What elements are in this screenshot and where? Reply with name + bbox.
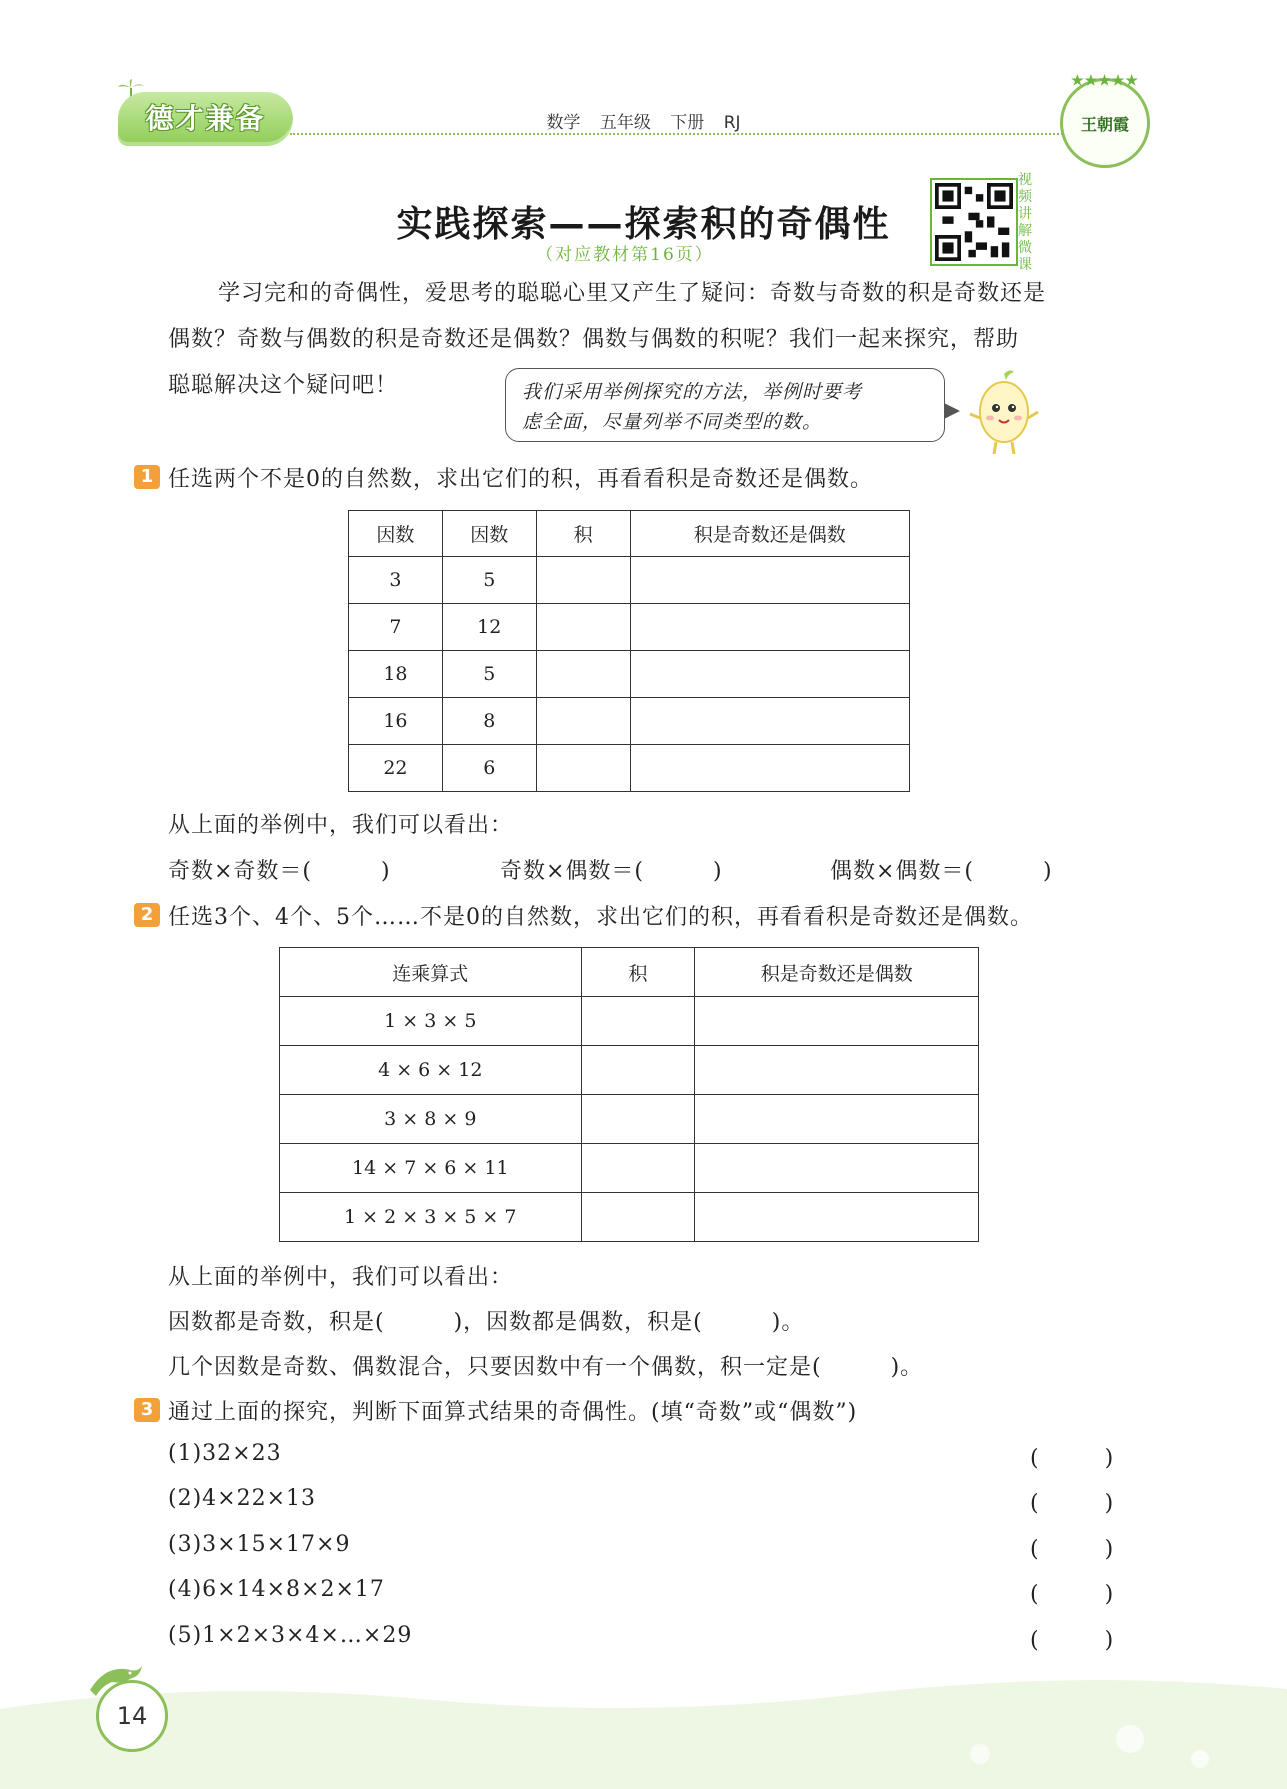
answer-blank[interactable]: ( ) xyxy=(1030,1628,1114,1653)
bubble-line-2: 虑全面，尽量列举不同类型的数。 xyxy=(522,411,823,433)
brand-badge: 德才兼备 xyxy=(118,92,293,146)
expression-cell: 4 × 6 × 12 xyxy=(280,1046,582,1095)
q1-conclusion-even-even[interactable]: 偶数×偶数＝( ) xyxy=(830,859,1053,884)
product-blank[interactable] xyxy=(536,604,630,651)
product-blank[interactable] xyxy=(581,997,695,1046)
q1-conclusion-odd-odd[interactable]: 奇数×奇数＝( ) xyxy=(168,859,391,884)
seal-text: 王朝霞 xyxy=(1080,114,1129,134)
factor-cell: 5 xyxy=(442,651,536,698)
expression-cell: 1 × 3 × 5 xyxy=(280,997,582,1046)
column-header: 积是奇数还是偶数 xyxy=(695,948,979,997)
product-blank[interactable] xyxy=(581,1144,695,1193)
q1-table xyxy=(348,510,910,792)
expression-cell: 3 × 8 × 9 xyxy=(280,1095,582,1144)
product-blank[interactable] xyxy=(581,1193,695,1242)
qr-label: 视频讲解微课 xyxy=(1018,172,1032,273)
question-text: 任选3个、4个、5个……不是0的自然数，求出它们的积，再看看积是奇数还是偶数。 xyxy=(168,905,1033,930)
answer-blank[interactable]: ( ) xyxy=(1030,1537,1114,1562)
header-edition: RJ xyxy=(723,113,741,133)
question-number: 1 xyxy=(134,465,160,489)
factor-cell: 8 xyxy=(442,698,536,745)
table-row xyxy=(280,1144,979,1193)
author-seal xyxy=(1060,73,1150,168)
table-row xyxy=(280,1095,979,1144)
header-divider xyxy=(290,133,1127,135)
question-text: 通过上面的探究，判断下面算式结果的奇偶性。(填“奇数”或“偶数”) xyxy=(168,1400,858,1425)
column-header: 积 xyxy=(581,948,695,997)
table-row xyxy=(280,997,979,1046)
product-blank[interactable] xyxy=(536,698,630,745)
qr-code-icon[interactable] xyxy=(930,178,1018,266)
q3-item: (4)6×14×8×2×17 xyxy=(168,1577,385,1602)
product-blank[interactable] xyxy=(536,651,630,698)
table-header-row xyxy=(349,511,910,557)
parity-blank[interactable] xyxy=(630,698,909,745)
parity-blank[interactable] xyxy=(695,1046,979,1095)
q1-observe: 从上面的举例中，我们可以看出： xyxy=(168,813,514,838)
factor-cell: 12 xyxy=(442,604,536,651)
parity-blank[interactable] xyxy=(695,1095,979,1144)
question-number: 3 xyxy=(134,1398,160,1422)
question-text: 任选两个不是0的自然数，求出它们的积，再看看积是奇数还是偶数。 xyxy=(168,467,873,492)
column-header: 积是奇数还是偶数 xyxy=(630,511,909,557)
parity-blank[interactable] xyxy=(695,1193,979,1242)
table-row xyxy=(280,1046,979,1095)
stars-icon: ★★★★★ xyxy=(1071,73,1139,89)
table-row xyxy=(280,1193,979,1242)
header-subject: 数学 xyxy=(546,113,581,133)
factor-cell: 16 xyxy=(349,698,443,745)
column-header: 积 xyxy=(536,511,630,557)
question-number: 2 xyxy=(134,903,160,927)
product-blank[interactable] xyxy=(536,745,630,792)
mascot-icon xyxy=(968,368,1040,458)
product-blank[interactable] xyxy=(581,1095,695,1144)
bubble-line-1: 我们采用举例探究的方法，举例时要考 xyxy=(522,381,863,403)
intro-line-3: 聪聪解决这个疑问吧！ xyxy=(168,373,399,398)
column-header: 连乘算式 xyxy=(280,948,582,997)
factor-cell: 18 xyxy=(349,651,443,698)
answer-blank[interactable]: ( ) xyxy=(1030,1491,1114,1516)
product-blank[interactable] xyxy=(581,1046,695,1095)
column-header: 因数 xyxy=(349,511,443,557)
parity-blank[interactable] xyxy=(630,651,909,698)
q2-conclusion-1[interactable]: 因数都是奇数，积是( )，因数都是偶数，积是( )。 xyxy=(168,1310,805,1335)
factor-cell: 6 xyxy=(442,745,536,792)
q3-item: (5)1×2×3×4×…×29 xyxy=(168,1623,413,1648)
expression-cell: 1 × 2 × 3 × 5 × 7 xyxy=(280,1193,582,1242)
table-header-row xyxy=(280,948,979,997)
product-blank[interactable] xyxy=(536,557,630,604)
table-row xyxy=(349,604,910,651)
factor-cell: 5 xyxy=(442,557,536,604)
parity-blank[interactable] xyxy=(630,604,909,651)
header-volume: 下册 xyxy=(670,113,705,133)
q1-conclusion-odd-even[interactable]: 奇数×偶数＝( ) xyxy=(500,859,723,884)
factor-cell: 7 xyxy=(349,604,443,651)
header-grade: 五年级 xyxy=(599,113,651,133)
answer-blank[interactable]: ( ) xyxy=(1030,1582,1114,1607)
q3-item: (1)32×23 xyxy=(168,1441,282,1466)
q2-conclusion-2[interactable]: 几个因数是奇数、偶数混合，只要因数中有一个偶数，积一定是( )。 xyxy=(168,1355,924,1380)
footer-decoration xyxy=(0,1669,1287,1789)
q3-item: (2)4×22×13 xyxy=(168,1486,317,1511)
parity-blank[interactable] xyxy=(630,745,909,792)
parity-blank[interactable] xyxy=(695,1144,979,1193)
factor-cell: 3 xyxy=(349,557,443,604)
intro-line-2: 偶数？奇数与偶数的积是奇数还是偶数？偶数与偶数的积呢？我们一起来探究，帮助 xyxy=(168,327,1020,352)
table-row xyxy=(349,557,910,604)
page-subtitle: （对应教材第16页） xyxy=(536,245,714,265)
table-row xyxy=(349,745,910,792)
page-number: 14 xyxy=(96,1680,168,1752)
column-header: 因数 xyxy=(442,511,536,557)
page-title: 实践探索——探索积的奇偶性 xyxy=(396,204,891,245)
parity-blank[interactable] xyxy=(695,997,979,1046)
answer-blank[interactable]: ( ) xyxy=(1030,1446,1114,1471)
table-row xyxy=(349,651,910,698)
table-row xyxy=(349,698,910,745)
expression-cell: 14 × 7 × 6 × 11 xyxy=(280,1144,582,1193)
speech-bubble xyxy=(505,368,945,442)
q3-item: (3)3×15×17×9 xyxy=(168,1532,351,1557)
parity-blank[interactable] xyxy=(630,557,909,604)
intro-line-1: 学习完和的奇偶性，爱思考的聪聪心里又产生了疑问：奇数与奇数的积是奇数还是 xyxy=(218,281,1047,306)
q2-observe: 从上面的举例中，我们可以看出： xyxy=(168,1265,514,1290)
factor-cell: 22 xyxy=(349,745,443,792)
q2-table xyxy=(279,947,979,1242)
